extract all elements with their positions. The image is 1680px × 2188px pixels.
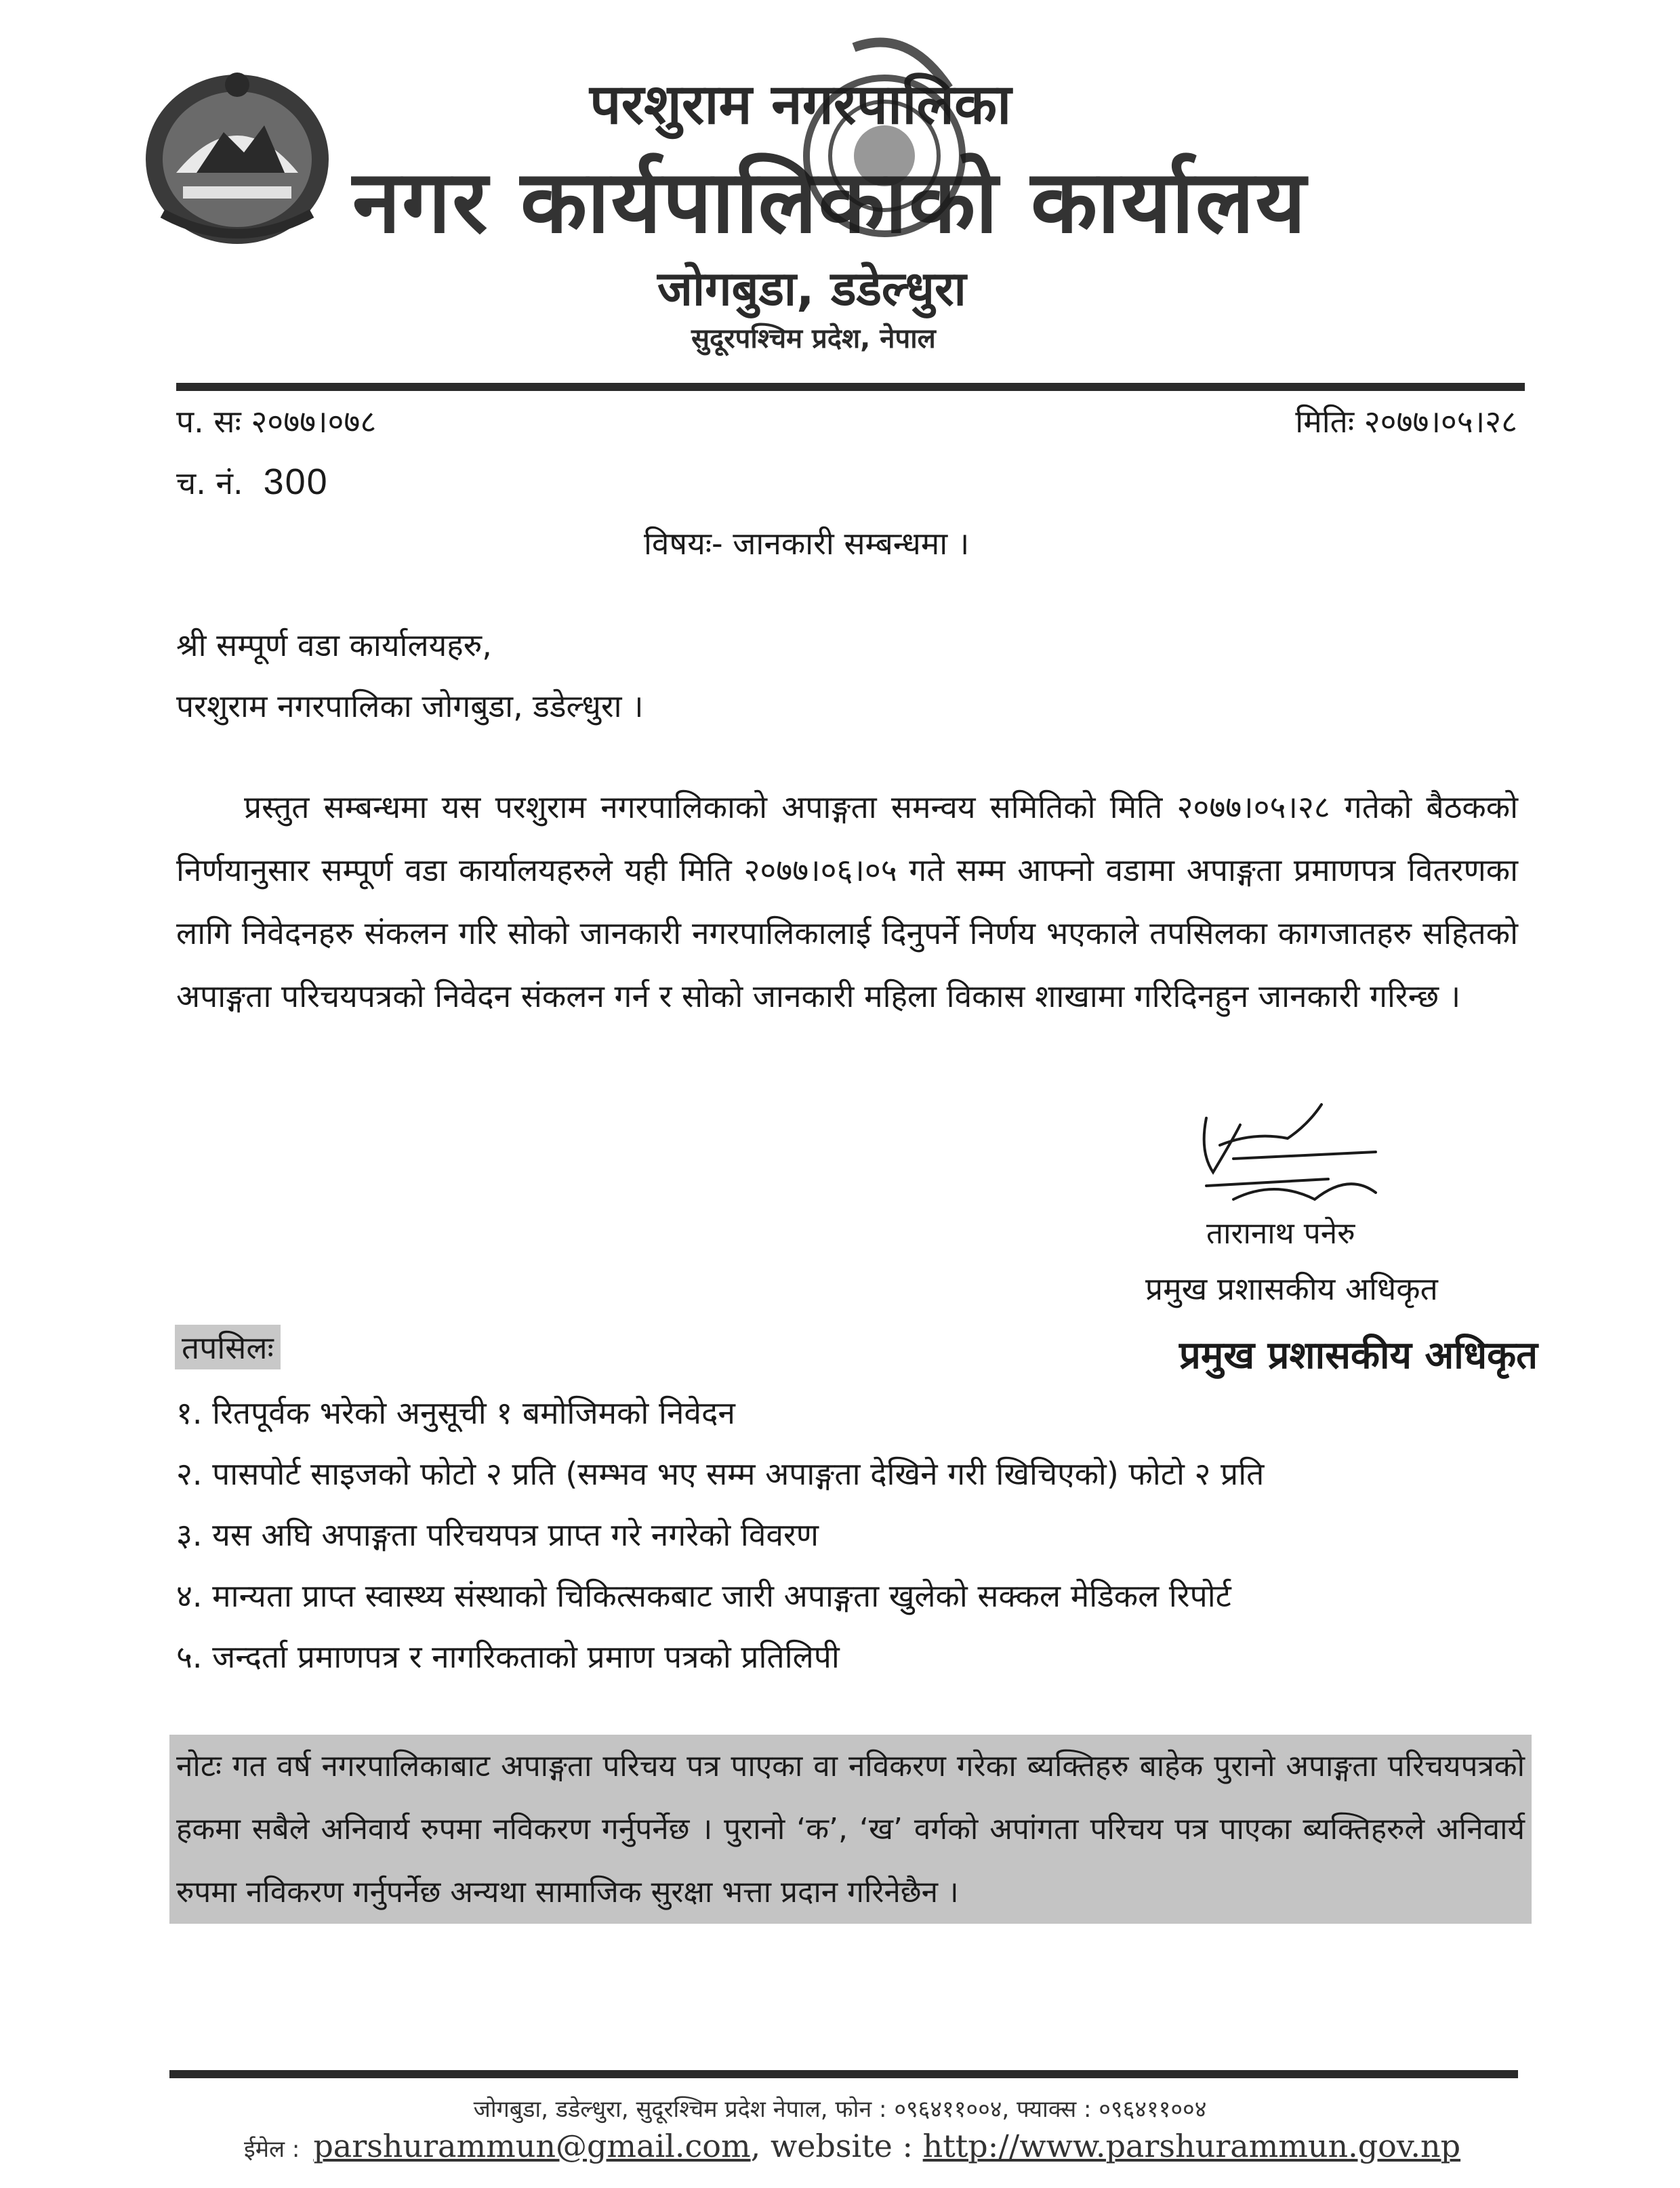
dispatch-label: च. नं. bbox=[176, 465, 243, 501]
addressee-line-2: परशुराम नगरपालिका जोगबुडा, डडेल्धुरा । bbox=[176, 688, 644, 724]
office-location: जोगबुडा, डडेल्धुरा bbox=[657, 261, 966, 316]
dispatch-number-value: 300 bbox=[263, 461, 329, 502]
note-box: नोटः गत वर्ष नगरपालिकाबाट अपाङ्गता परिचय पत्र पाएका वा नविकरण गरेका ब्यक्तिहरु बाहेक पुरानो अपाङ्गता परिचयपत्रको हकमा सबैले अनिवार्य रुपमा नविकरण गर्नुपर्नेछ । पुरानो ‘क’, ‘ख’ वर्गको अपांगता परिचय पत्र पाएका ब्यक्तिहरुले अनिवार्य रुपमा नविकरण गर्नुपर्नेछ अन्यथा सामाजिक सुरक्षा भत्ता प्रदान गरिनेछैन । bbox=[169, 1735, 1532, 1924]
annex-item: ३. यस अघि अपाङ्गता परिचयपत्र प्राप्त गरे नगरेको विवरण bbox=[176, 1516, 819, 1553]
province-country: सुदूरपश्चिम प्रदेश, नेपाल bbox=[691, 323, 936, 354]
footer-divider bbox=[169, 2070, 1518, 2078]
office-stamp bbox=[773, 27, 996, 271]
nepal-emblem-logo bbox=[136, 58, 339, 254]
annex-heading: तपसिलः bbox=[175, 1325, 281, 1369]
handwritten-signature bbox=[1193, 1098, 1396, 1216]
letter-date: मितिः २०७७।०५।२८ bbox=[1295, 403, 1517, 440]
website-link[interactable]: http://www.parshurammun.gov.np bbox=[922, 2128, 1461, 2164]
office-name: नगर कार्यपालिकाको कार्यालय bbox=[352, 152, 1307, 253]
annex-item: २. पासपोर्ट साइजको फोटो २ प्रति (सम्भव भए सम्म अपाङ्गता देखिने गरी खिचिएको) फोटो २ प्रति bbox=[176, 1456, 1265, 1492]
letterhead-divider bbox=[176, 383, 1525, 391]
reference-number: प. सः २०७७।०७८ bbox=[176, 403, 377, 440]
website-label: , website : bbox=[750, 2128, 914, 2164]
footer-address: जोगबुडा, डडेल्धुरा, सुदूरश्चिम प्रदेश नेपाल, फोन : ०९६४११००४, फ्याक्स : ०९६४११००४ bbox=[473, 2096, 1207, 2123]
email-label: ईमेल : bbox=[244, 2136, 300, 2163]
addressee-line-1: श्री सम्पूर्ण वडा कार्यालयहरु, bbox=[176, 627, 492, 663]
municipality-name: परशुराम नगरपालिका bbox=[590, 73, 1012, 137]
signatory-name: तारानाथ पनेरु bbox=[1206, 1216, 1355, 1251]
signatory-title: प्रमुख प्रशासकीय अधिकृत bbox=[1145, 1271, 1438, 1307]
annex-item: ४. मान्यता प्राप्त स्वास्थ्य संस्थाको चिकित्सकबाट जारी अपाङ्गता खुलेको सक्कल मेडिकल रिपोर्ट bbox=[176, 1577, 1231, 1614]
letter-body: प्रस्तुत सम्बन्धमा यस परशुराम नगरपालिकाको अपाङ्गता समन्वय समितिको मिति २०७७।०५।२८ गतेको बैठकको निर्णयानुसार सम्पूर्ण वडा कार्यालयहरुले यही मिति २०७७।०६।०५ गते सम्म आफ्नो वडामा अपाङ्गता प्रमाणपत्र वितरणका लागि निवेदनहरु संकलन गरि सोको जानकारी नगरपालिकालाई दिनुपर्ने निर्णय भएकाले तपसिलका कागजातहरु सहितको अपाङ्गता परिचयपत्रको निवेदन संकलन गर्न र सोको जानकारी महिला विकास शाखामा गरिदिनहुन जानकारी गरिन्छ । bbox=[176, 789, 1518, 1014]
email-link[interactable]: parshurammun@gmail.com bbox=[313, 2128, 751, 2164]
annex-item: १. रितपूर्वक भरेको अनुसूची १ बमोजिमको निवेदन bbox=[176, 1395, 735, 1431]
annex-item: ५. जन्दर्ता प्रमाणपत्र र नागरिकताको प्रमाण पत्रको प्रतिलिपी bbox=[176, 1638, 840, 1675]
footer-contact bbox=[244, 2128, 1460, 2164]
annex-list bbox=[176, 1382, 1264, 1687]
subject-line: विषयः- जानकारी सम्बन्धमा । bbox=[644, 525, 970, 562]
signatory-seal-stamp: प्रमुख प्रशासकीय अधिकृत bbox=[1179, 1333, 1538, 1378]
dispatch-number bbox=[176, 461, 329, 503]
